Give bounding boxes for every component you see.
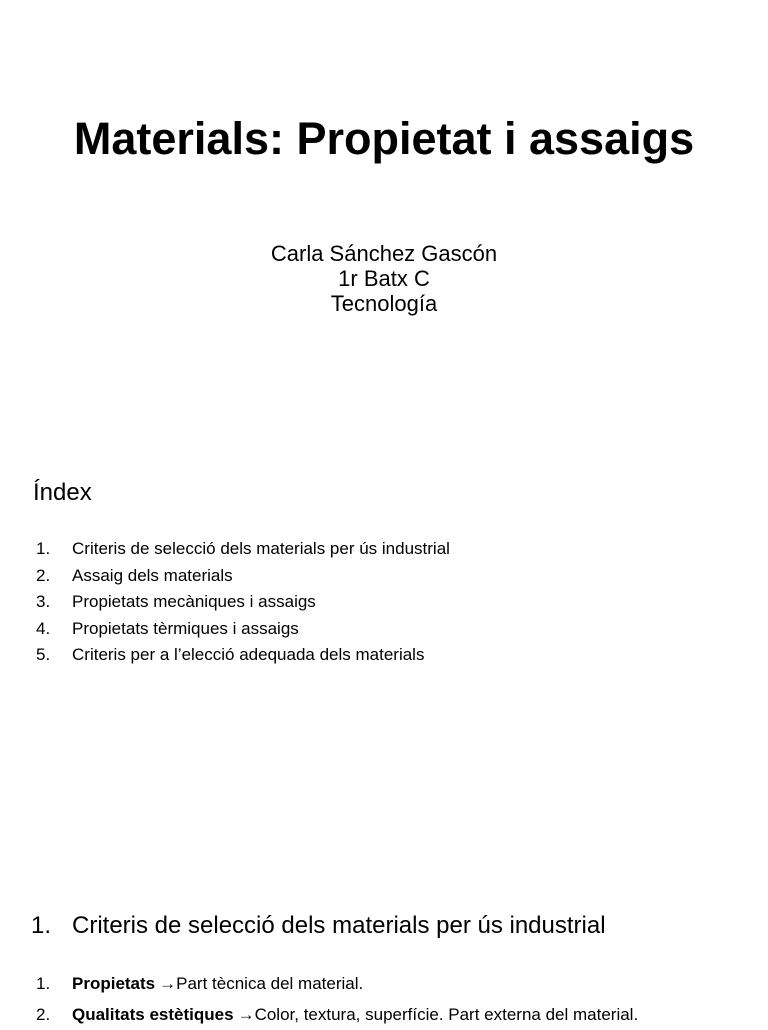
criteria-item: [36, 999, 638, 1030]
index-item-number: 1.: [36, 539, 51, 558]
index-item-number: 3.: [36, 592, 51, 611]
index-item: [36, 642, 450, 669]
right-arrow-icon: →: [237, 1005, 255, 1024]
index-slide: [0, 432, 768, 864]
index-heading: Índex: [33, 479, 92, 506]
index-item: [36, 536, 450, 563]
subject-name: Tecnología: [330, 291, 438, 316]
author-name: Carla Sánchez Gascón: [270, 241, 498, 266]
criteria-item-number: 1.: [36, 974, 51, 993]
section-heading-number: 1.: [31, 912, 52, 939]
index-item-text: Criteris per a l’elecció adequada dels materials: [72, 645, 425, 664]
criteria-item-term: Propietats: [72, 974, 156, 993]
right-arrow-icon: →: [159, 974, 177, 993]
index-item-text: Criteris de selecció dels materials per ús industrial: [72, 539, 450, 558]
author-info: [0, 241, 768, 316]
criteria-item-term: Qualitats estètiques: [72, 1005, 234, 1024]
index-item: [36, 616, 450, 643]
presentation-title: Materials: Propietat i assaigs: [73, 113, 695, 164]
title-slide: [0, 0, 768, 432]
section-heading-text: Criteris de selecció dels materials per ús industrial: [72, 912, 606, 939]
criteria-list: [36, 968, 638, 1030]
index-item-number: 5.: [36, 645, 51, 664]
index-item-number: 4.: [36, 618, 51, 638]
criteria-slide: [0, 864, 768, 1024]
index-list: [36, 536, 450, 669]
criteria-item: [36, 968, 638, 999]
index-item: [36, 589, 450, 616]
section-heading: [31, 910, 606, 942]
index-item-number: 2.: [36, 565, 51, 585]
index-item-text: Assaig dels materials: [72, 565, 233, 585]
criteria-item-description: Color, textura, superfície. Part externa del material.: [254, 1005, 639, 1024]
criteria-item-description: Part tècnica del material.: [176, 974, 364, 993]
index-item-text: Propietats tèrmiques i assaigs: [72, 618, 299, 638]
class-group: 1r Batx C: [338, 266, 430, 291]
criteria-item-number: 2.: [36, 1005, 51, 1024]
index-item: [36, 563, 450, 590]
index-item-text: Propietats mecàniques i assaigs: [72, 592, 316, 611]
